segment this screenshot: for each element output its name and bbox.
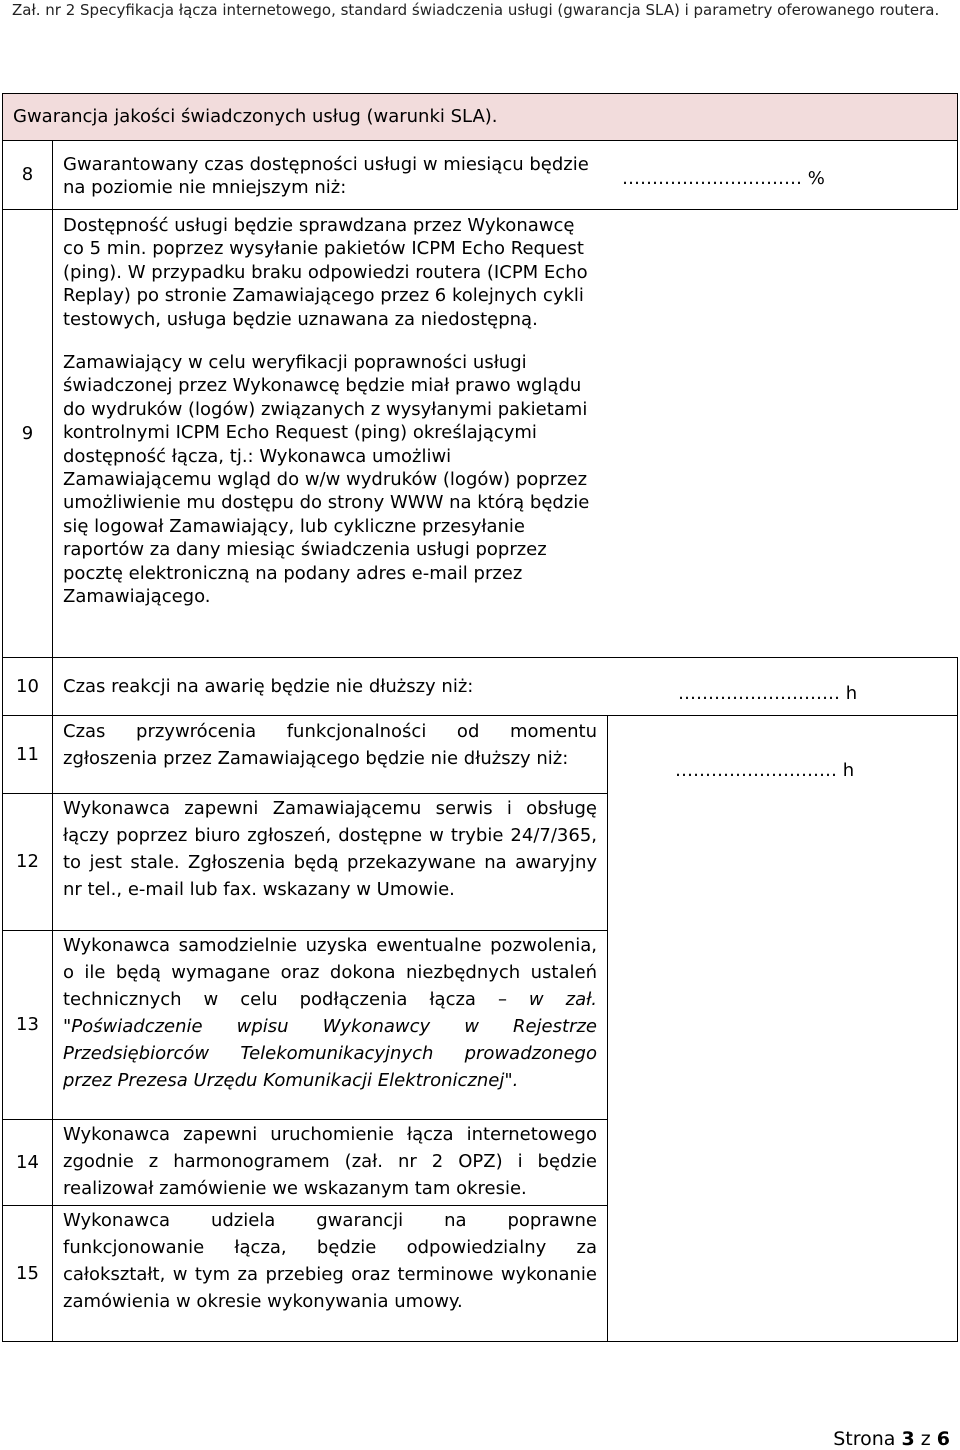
row-number: 14 [3,1120,53,1206]
values-column [608,716,958,1342]
row-text: Wykonawca zapewni uruchomienie łącza internetowego zgodnie z harmonogramem (zał. nr 2 OPZ) i będzie realizował zamówienie we wskazanym tam okresie. [63,1124,597,1199]
row-text-cell [53,1120,608,1206]
row-number: 13 [3,931,53,1120]
row-text-italic: w zał. "Poświadczenie wpisu Wykonawcy w Rejestrze Przedsiębiorców Telekomunikacyjnych prowadzonego przez Prezesa Urzędu Komunikacji Elektronicznej". [63,989,597,1091]
page-label: Strona [833,1428,896,1450]
reaction-time-value-field: ……………………… h [678,683,858,704]
row-text: Czas reakcji na awarię będzie nie dłuższy niż: [63,676,474,698]
section-header-row [3,94,958,141]
row-text-cell [53,210,958,658]
page-number: 3 [901,1428,915,1450]
row-number: 10 [3,658,53,716]
row-text: Czas przywrócenia funkcjonalności od momentu zgłoszenia przez Zamawiającego będzie nie dłuższy niż: [63,721,597,769]
row-number: 9 [3,210,53,658]
row-text-cell [53,1206,608,1342]
availability-value-field: ………………………… % [622,168,825,189]
row-text: Wykonawca udziela gwarancji na poprawne funkcjonowanie łącza, będzie odpowiedzialny za całokształt, w tym za przebieg oraz terminowe wykonanie zamówienia w okresie wykonywania umowy. [63,1210,597,1312]
row-text-cell [53,931,608,1120]
row-number: 8 [3,141,53,210]
row-number: 11 [3,716,53,794]
row-text-cell [53,716,608,794]
row-text [53,931,607,1097]
sla-table [2,93,958,1342]
page-footer [833,1428,950,1450]
table-row-11 [3,716,958,794]
section-title: Gwarancja jakości świadczonych usług (warunki SLA). [3,94,958,141]
page-of: z [920,1428,931,1450]
row-text-part: Wykonawca samodzielnie uzyska ewentualne pozwolenia, o ile będą wymagane oraz dokona niezbędnych ustaleń technicznych w celu podłączenia łącza – [63,935,597,1010]
row-number: 15 [3,1206,53,1342]
row-paragraph-2: Zamawiający w celu weryfikacji poprawności usługi świadczonej przez Wykonawcę będzie miał prawo wglądu do wydruków (logów) związanych z wysyłanymi pakietami kontrolnymi ICPM Echo Request (ping) określającymi dostępność łącza, tj.: Wykonawca umożliwi Zamawiającemu wgląd do w/w wydruków (logów) poprzez umożliwienie mu dostępu do strony WWW na którą będzie się logował Zamawiający, lub cykliczne przesyłanie raportów za dany miesiąc świadczenia usługi poprzez pocztę elektroniczną na podany adres e-mail przez Zamawiającego. [63,352,590,608]
row-number: 12 [3,794,53,931]
row-text: Gwarantowany czas dostępności usługi w miesiącu będzie na poziomie nie mniejszym niż: [63,154,589,199]
row-text-cell [53,141,608,210]
page-total: 6 [936,1428,950,1450]
row-text: Wykonawca zapewni Zamawiającemu serwis i obsługę łączy poprzez biuro zgłoszeń, dostępne w trybie 24/7/365, to jest stale. Zgłoszenia będą przekazywane na awaryjny nr tel., e-mail lub fax. wskazany w Umowie. [63,798,597,900]
restore-time-value-field: ……………………… h [675,760,855,781]
document-header: Zał. nr 2 Specyfikacja łącza internetowego, standard świadczenia usługi (gwarancja SLA) i parametry oferowanego routera. [12,1,940,19]
table-row-9 [3,210,958,658]
row-paragraph-1: Dostępność usługi będzie sprawdzana przez Wykonawcę co 5 min. poprzez wysyłanie pakietów ICPM Echo Request (ping). W przypadku braku odpowiedzi routera (ICPM Echo Replay) po stronie Zamawiającego przez 6 kolejnych cykli testowych, usługa będzie uznawana za niedostępną. [63,215,588,330]
row-text-cell [53,658,608,716]
row-text-cell [53,794,608,931]
